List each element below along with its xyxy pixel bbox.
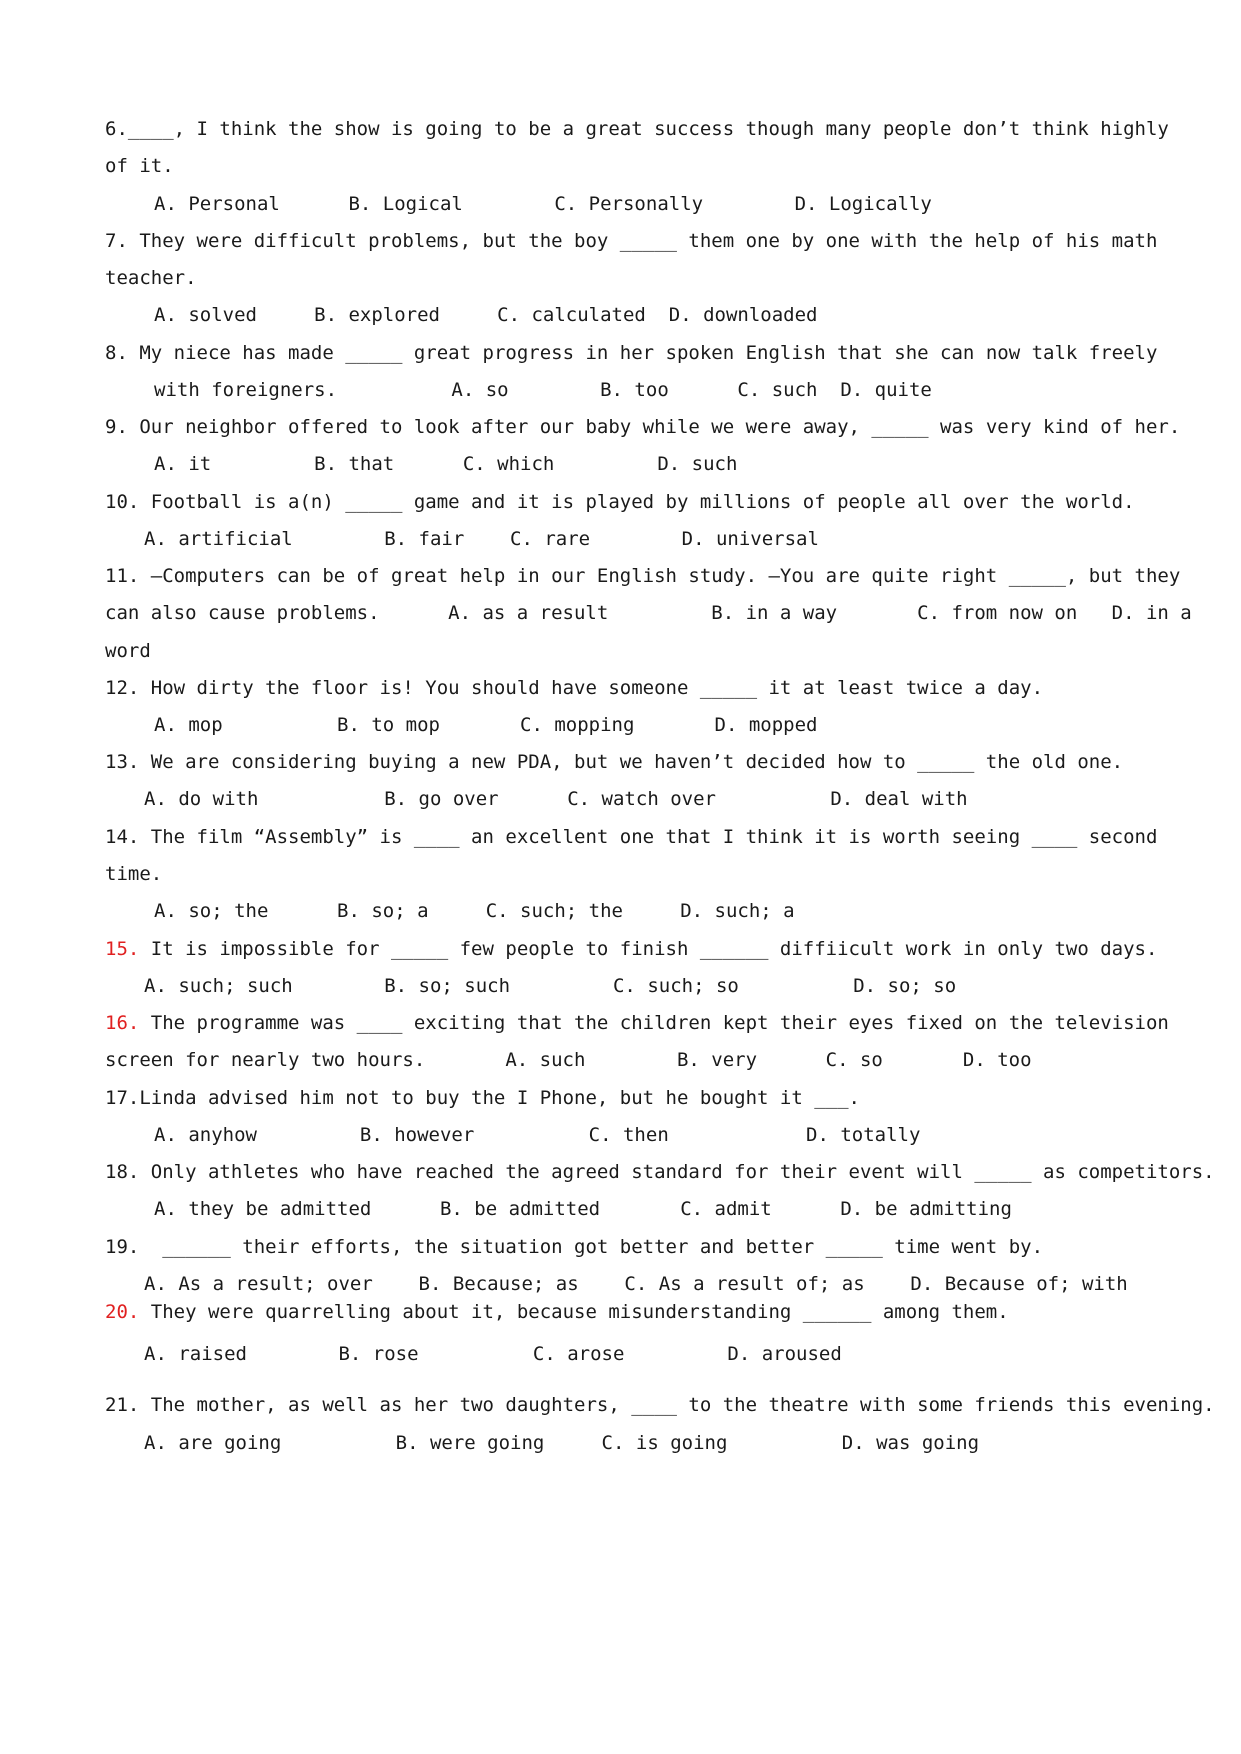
question-number: 19. bbox=[105, 1236, 140, 1258]
question-text: ______ their efforts, the situation got better and better _____ time went by. bbox=[139, 1236, 1044, 1258]
question-11 bbox=[105, 564, 1180, 588]
question-text: Football is a(n) _____ game and it is played by millions of people all over the world. bbox=[139, 491, 1135, 513]
question-text: It is impossible for _____ few people to finish ______ diffiicult work in only two days. bbox=[139, 938, 1158, 960]
question-19 bbox=[105, 1235, 1043, 1259]
question-number: 15. bbox=[105, 938, 140, 960]
question-21 bbox=[105, 1393, 1215, 1417]
question-text: —Computers can be of great help in our English study. —You are quite right _____, but they bbox=[139, 565, 1181, 587]
question-text-with-options: screen for nearly two hours. A. such B. very C. so D. too bbox=[105, 1049, 1032, 1071]
question-8 bbox=[105, 341, 1157, 365]
question-9 bbox=[105, 415, 1180, 439]
answer-options: A. do with B. go over C. watch over D. deal with bbox=[144, 788, 968, 810]
question-text: They were quarrelling about it, because misunderstanding ______ among them. bbox=[139, 1301, 1009, 1323]
question-text-with-options: can also cause problems. A. as a result B. in a way C. from now on D. in a bbox=[105, 602, 1192, 624]
question-number: 18. bbox=[105, 1161, 140, 1183]
question-text-continued: of it. bbox=[105, 155, 174, 177]
question-number: 14. bbox=[105, 826, 140, 848]
answer-options: A. they be admitted B. be admitted C. admit D. be admitting bbox=[154, 1198, 1012, 1220]
question-number: 7. bbox=[105, 230, 128, 252]
answer-options: A. anyhow B. however C. then D. totally bbox=[154, 1124, 921, 1146]
question-number: 10. bbox=[105, 491, 140, 513]
question-18 bbox=[105, 1160, 1215, 1184]
question-text: ____, I think the show is going to be a great success though many people don’t think highly bbox=[127, 118, 1169, 140]
question-text-continued: teacher. bbox=[105, 267, 197, 289]
question-text-with-options: with foreigners. A. so B. too C. such D. quite bbox=[154, 379, 932, 401]
question-6 bbox=[105, 117, 1169, 141]
question-number: 8. bbox=[105, 342, 128, 364]
question-text-continued: word bbox=[105, 640, 151, 662]
question-16 bbox=[105, 1011, 1169, 1035]
question-text: The film “Assembly” is ____ an excellent one that I think it is worth seeing ____ second bbox=[139, 826, 1158, 848]
question-text: Our neighbor offered to look after our baby while we were away, _____ was very kind of her. bbox=[127, 416, 1181, 438]
question-text: Linda advised him not to buy the I Phone, but he bought it ___. bbox=[139, 1087, 860, 1109]
answer-options: A. Personal B. Logical C. Personally D. Logically bbox=[154, 193, 932, 215]
question-10 bbox=[105, 490, 1135, 514]
question-text: The programme was ____ exciting that the children kept their eyes fixed on the television bbox=[139, 1012, 1169, 1034]
answer-options: A. so; the B. so; a C. such; the D. such; a bbox=[154, 900, 795, 922]
answer-options: A. artificial B. fair C. rare D. universal bbox=[144, 528, 819, 550]
question-text: The mother, as well as her two daughters, ____ to the theatre with some friends this evening. bbox=[139, 1394, 1215, 1416]
question-number: 9. bbox=[105, 416, 128, 438]
question-20 bbox=[105, 1300, 1009, 1324]
question-number: 11. bbox=[105, 565, 140, 587]
question-text: My niece has made _____ great progress in her spoken English that she can now talk freely bbox=[127, 342, 1158, 364]
question-14 bbox=[105, 825, 1157, 849]
answer-options: A. such; such B. so; such C. such; so D. so; so bbox=[144, 975, 957, 997]
question-17 bbox=[105, 1086, 860, 1110]
answer-options: A. raised B. rose C. arose D. aroused bbox=[144, 1343, 842, 1365]
answer-options: A. are going B. were going C. is going D. was going bbox=[144, 1432, 980, 1454]
question-15 bbox=[105, 937, 1157, 961]
question-number: 16. bbox=[105, 1012, 140, 1034]
question-number: 13. bbox=[105, 751, 140, 773]
answer-options: A. As a result; over B. Because; as C. As a result of; as D. Because of; with bbox=[144, 1273, 1128, 1295]
question-7 bbox=[105, 229, 1157, 253]
answer-options: A. mop B. to mop C. mopping D. mopped bbox=[154, 714, 818, 736]
answer-options: A. solved B. explored C. calculated D. downloaded bbox=[154, 304, 818, 326]
question-text-continued: time. bbox=[105, 863, 163, 885]
question-number: 12. bbox=[105, 677, 140, 699]
question-text: We are considering buying a new PDA, but we haven’t decided how to _____ the old one. bbox=[139, 751, 1124, 773]
question-12 bbox=[105, 676, 1043, 700]
question-number: 21. bbox=[105, 1394, 140, 1416]
answer-options: A. it B. that C. which D. such bbox=[154, 453, 738, 475]
question-text: They were difficult problems, but the boy _____ them one by one with the help of his math bbox=[127, 230, 1158, 252]
question-number: 20. bbox=[105, 1301, 140, 1323]
question-text: Only athletes who have reached the agreed standard for their event will _____ as competitors. bbox=[139, 1161, 1215, 1183]
question-13 bbox=[105, 750, 1123, 774]
question-number: 6. bbox=[105, 118, 128, 140]
question-number: 17. bbox=[105, 1087, 140, 1109]
question-text: How dirty the floor is! You should have someone _____ it at least twice a day. bbox=[139, 677, 1044, 699]
